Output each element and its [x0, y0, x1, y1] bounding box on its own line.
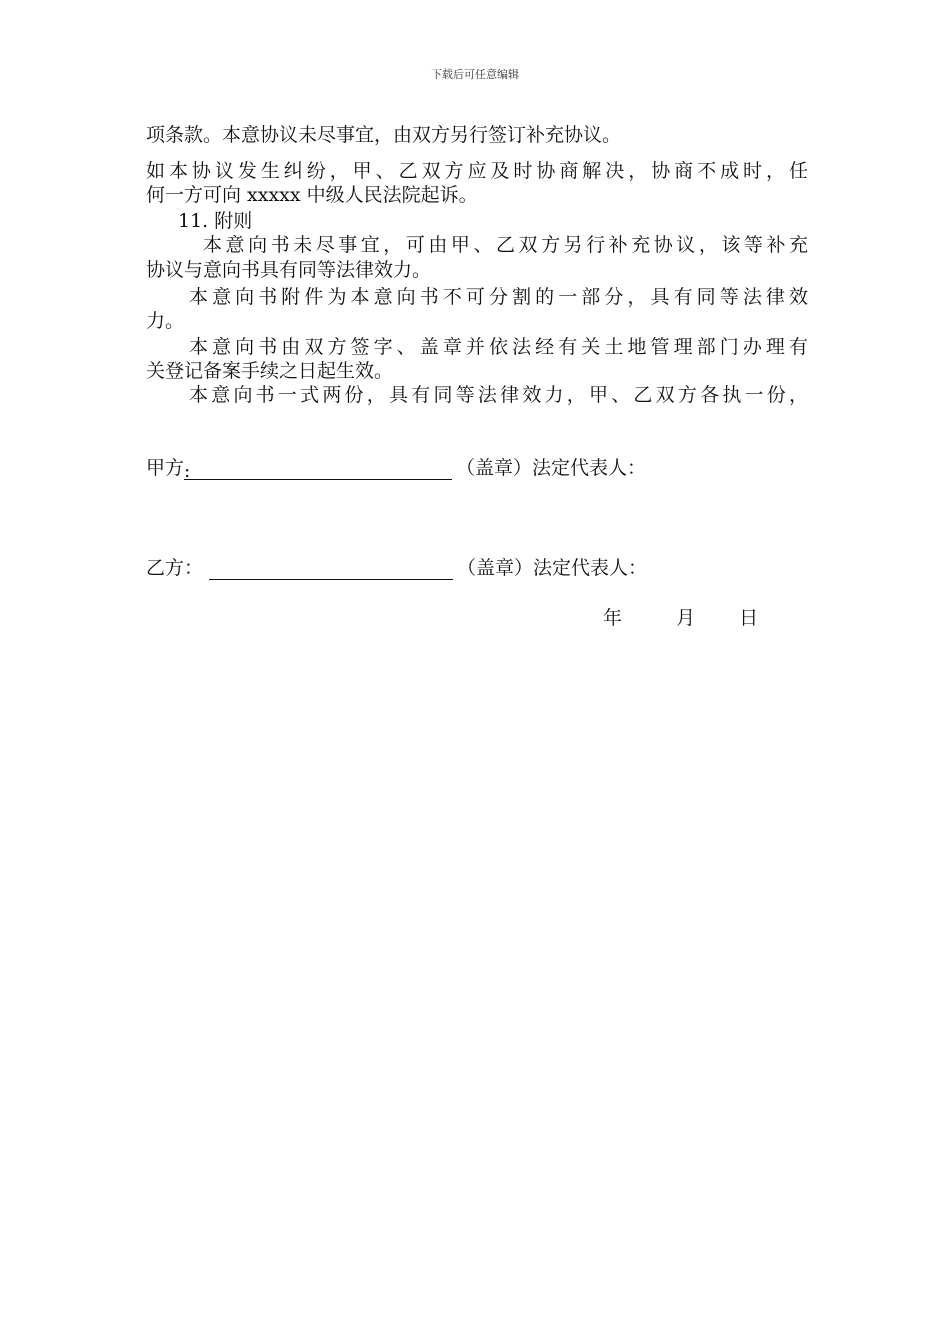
party-b-label: 乙方：	[146, 557, 204, 579]
party-a-label: 甲方	[146, 457, 185, 479]
body-line-3: 何一方可向 xxxxx 中级人民法院起诉。	[146, 184, 478, 206]
party-a-seal-representative: （盖章）法定代表人：	[456, 457, 647, 479]
page-header: 下载后可任意编辑	[431, 68, 519, 81]
signature-party-a	[146, 456, 646, 480]
date-day: 日	[739, 607, 759, 629]
body-line-6: 协议与意向书具有同等法律效力。	[146, 259, 432, 281]
body-line-9: 本意向书由双方签字、盖章并依法经有关土地管理部门办理有	[189, 336, 808, 358]
body-line-11: 本意向书一式两份，具有同等法律效力，甲、乙双方各执一份，	[189, 384, 808, 406]
party-b-signature-line	[209, 559, 453, 580]
body-line-1: 项条款。本意协议未尽事宜，由双方另行签订补充协议。	[146, 124, 622, 146]
body-line-5: 本意向书未尽事宜，可由甲、乙双方另行补充协议，该等补充	[203, 234, 808, 256]
body-line-2: 如本协议发生纠纷，甲、乙双方应及时协商解决，协商不成时，任	[146, 160, 808, 182]
party-a-signature-line	[184, 459, 452, 480]
section-heading-appendix: 11. 附则	[178, 210, 253, 232]
body-line-8: 力。	[146, 310, 185, 332]
body-line-10: 关登记备案手续之日起生效。	[146, 360, 394, 382]
date-line	[603, 606, 758, 630]
party-a-colon: :	[184, 460, 191, 482]
signature-party-b	[146, 556, 647, 580]
date-month: 月	[676, 607, 696, 629]
date-year: 年	[603, 607, 623, 629]
body-line-7: 本意向书附件为本意向书不可分割的一部分，具有同等法律效	[189, 286, 808, 308]
party-b-seal-representative: （盖章）法定代表人：	[457, 557, 648, 579]
